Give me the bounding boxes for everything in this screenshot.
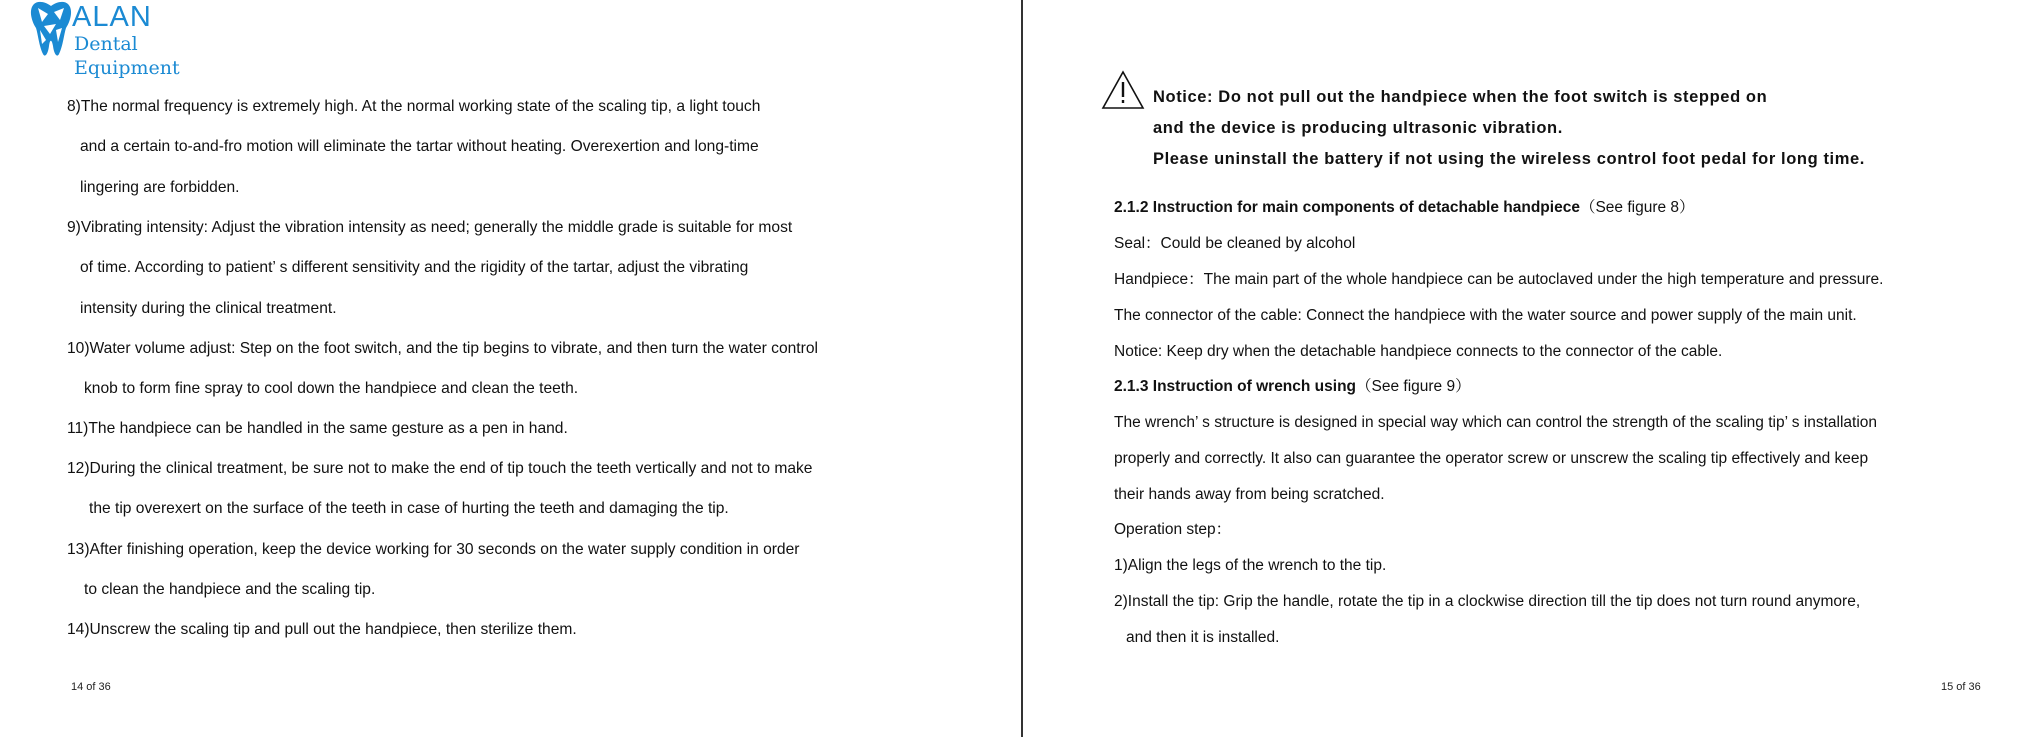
body-line: Seal：Could be cleaned by alcohol: [1114, 235, 1356, 252]
body-line: The connector of the cable: Connect the handpiece with the water source and power supply of the main unit.: [1114, 307, 1857, 324]
section-heading-2-1-3: [1114, 377, 1471, 397]
body-line: Operation step：: [1114, 521, 1232, 538]
body-line: 14)Unscrew the scaling tip and pull out the handpiece, then sterilize them.: [67, 621, 577, 638]
body-line: 9)Vibrating intensity: Adjust the vibration intensity as need; generally the middle grade is suitable for most: [67, 219, 793, 236]
body-line: to clean the handpiece and the scaling tip.: [84, 581, 376, 598]
body-line: Notice: Keep dry when the detachable handpiece connects to the connector of the cable.: [1114, 343, 1723, 360]
company-logo: [28, 0, 248, 79]
notice-line: Please uninstall the battery if not using the wireless control foot pedal for long time.: [1153, 150, 1865, 168]
section-heading-text: 2.1.2 Instruction for main components of detachable handpiece: [1114, 199, 1580, 216]
section-heading-text: 2.1.3 Instruction of wrench using: [1114, 378, 1357, 395]
body-line: 12)During the clinical treatment, be sure not to make the end of tip touch the teeth vertically and not to make: [67, 460, 813, 477]
step-line: 2)Install the tip: Grip the handle, rotate the tip in a clockwise direction till the tip does not turn round anymore,: [1114, 593, 1861, 610]
body-line: lingering are forbidden.: [80, 179, 240, 196]
body-line: 10)Water volume adjust: Step on the foot switch, and the tip begins to vibrate, and then turn the water control: [67, 340, 818, 357]
right-page: [1023, 0, 2041, 737]
body-line: 13)After finishing operation, keep the device working for 30 seconds on the water supply condition in order: [67, 541, 800, 558]
warning-triangle-icon: [1101, 70, 1145, 110]
notice-line: Notice: Do not pull out the handpiece when the foot switch is stepped on: [1153, 88, 1768, 106]
notice-line: and the device is producing ultrasonic vibration.: [1153, 119, 1563, 137]
page-number: 14 of 36: [71, 681, 111, 693]
body-line: the tip overexert on the surface of the teeth in case of hurting the teeth and damaging the tip.: [89, 500, 729, 517]
logo-brand: ALAN: [72, 1, 152, 33]
section-heading-2-1-2: [1114, 198, 1695, 218]
step-line: and then it is installed.: [1126, 629, 1280, 646]
body-line: knob to form fine spray to cool down the handpiece and clean the teeth.: [84, 380, 579, 397]
body-line: of time. According to patient’ s different sensitivity and the rigidity of the tartar, adjust the vibrating: [80, 259, 749, 276]
body-line: 11)The handpiece can be handled in the same gesture as a pen in hand.: [67, 420, 568, 437]
page-number: 15 of 36: [1941, 681, 1981, 693]
body-line: Handpiece：The main part of the whole handpiece can be autoclaved under the high temperature and pressure.: [1114, 271, 1884, 288]
logo-subtitle: Dental Equipment: [74, 33, 180, 79]
body-line: and a certain to-and-fro motion will eliminate the tartar without heating. Overexertion and long-time: [80, 138, 759, 155]
body-line: intensity during the clinical treatment.: [80, 300, 337, 317]
body-line: their hands away from being scratched.: [1114, 486, 1385, 503]
figure-ref: （See figure 9）: [1356, 378, 1471, 395]
tooth-logo-icon: [28, 0, 74, 58]
figure-ref: （See figure 8）: [1579, 199, 1695, 216]
step-line: 1)Align the legs of the wrench to the tip.: [1114, 557, 1387, 574]
body-line: 8)The normal frequency is extremely high. At the normal working state of the scaling tip, a light touch: [67, 98, 761, 115]
body-line: properly and correctly. It also can guarantee the operator screw or unscrew the scaling tip effectively and keep: [1114, 450, 1869, 467]
body-line: The wrench’ s structure is designed in special way which can control the strength of the scaling tip’ s installation: [1114, 414, 1878, 431]
